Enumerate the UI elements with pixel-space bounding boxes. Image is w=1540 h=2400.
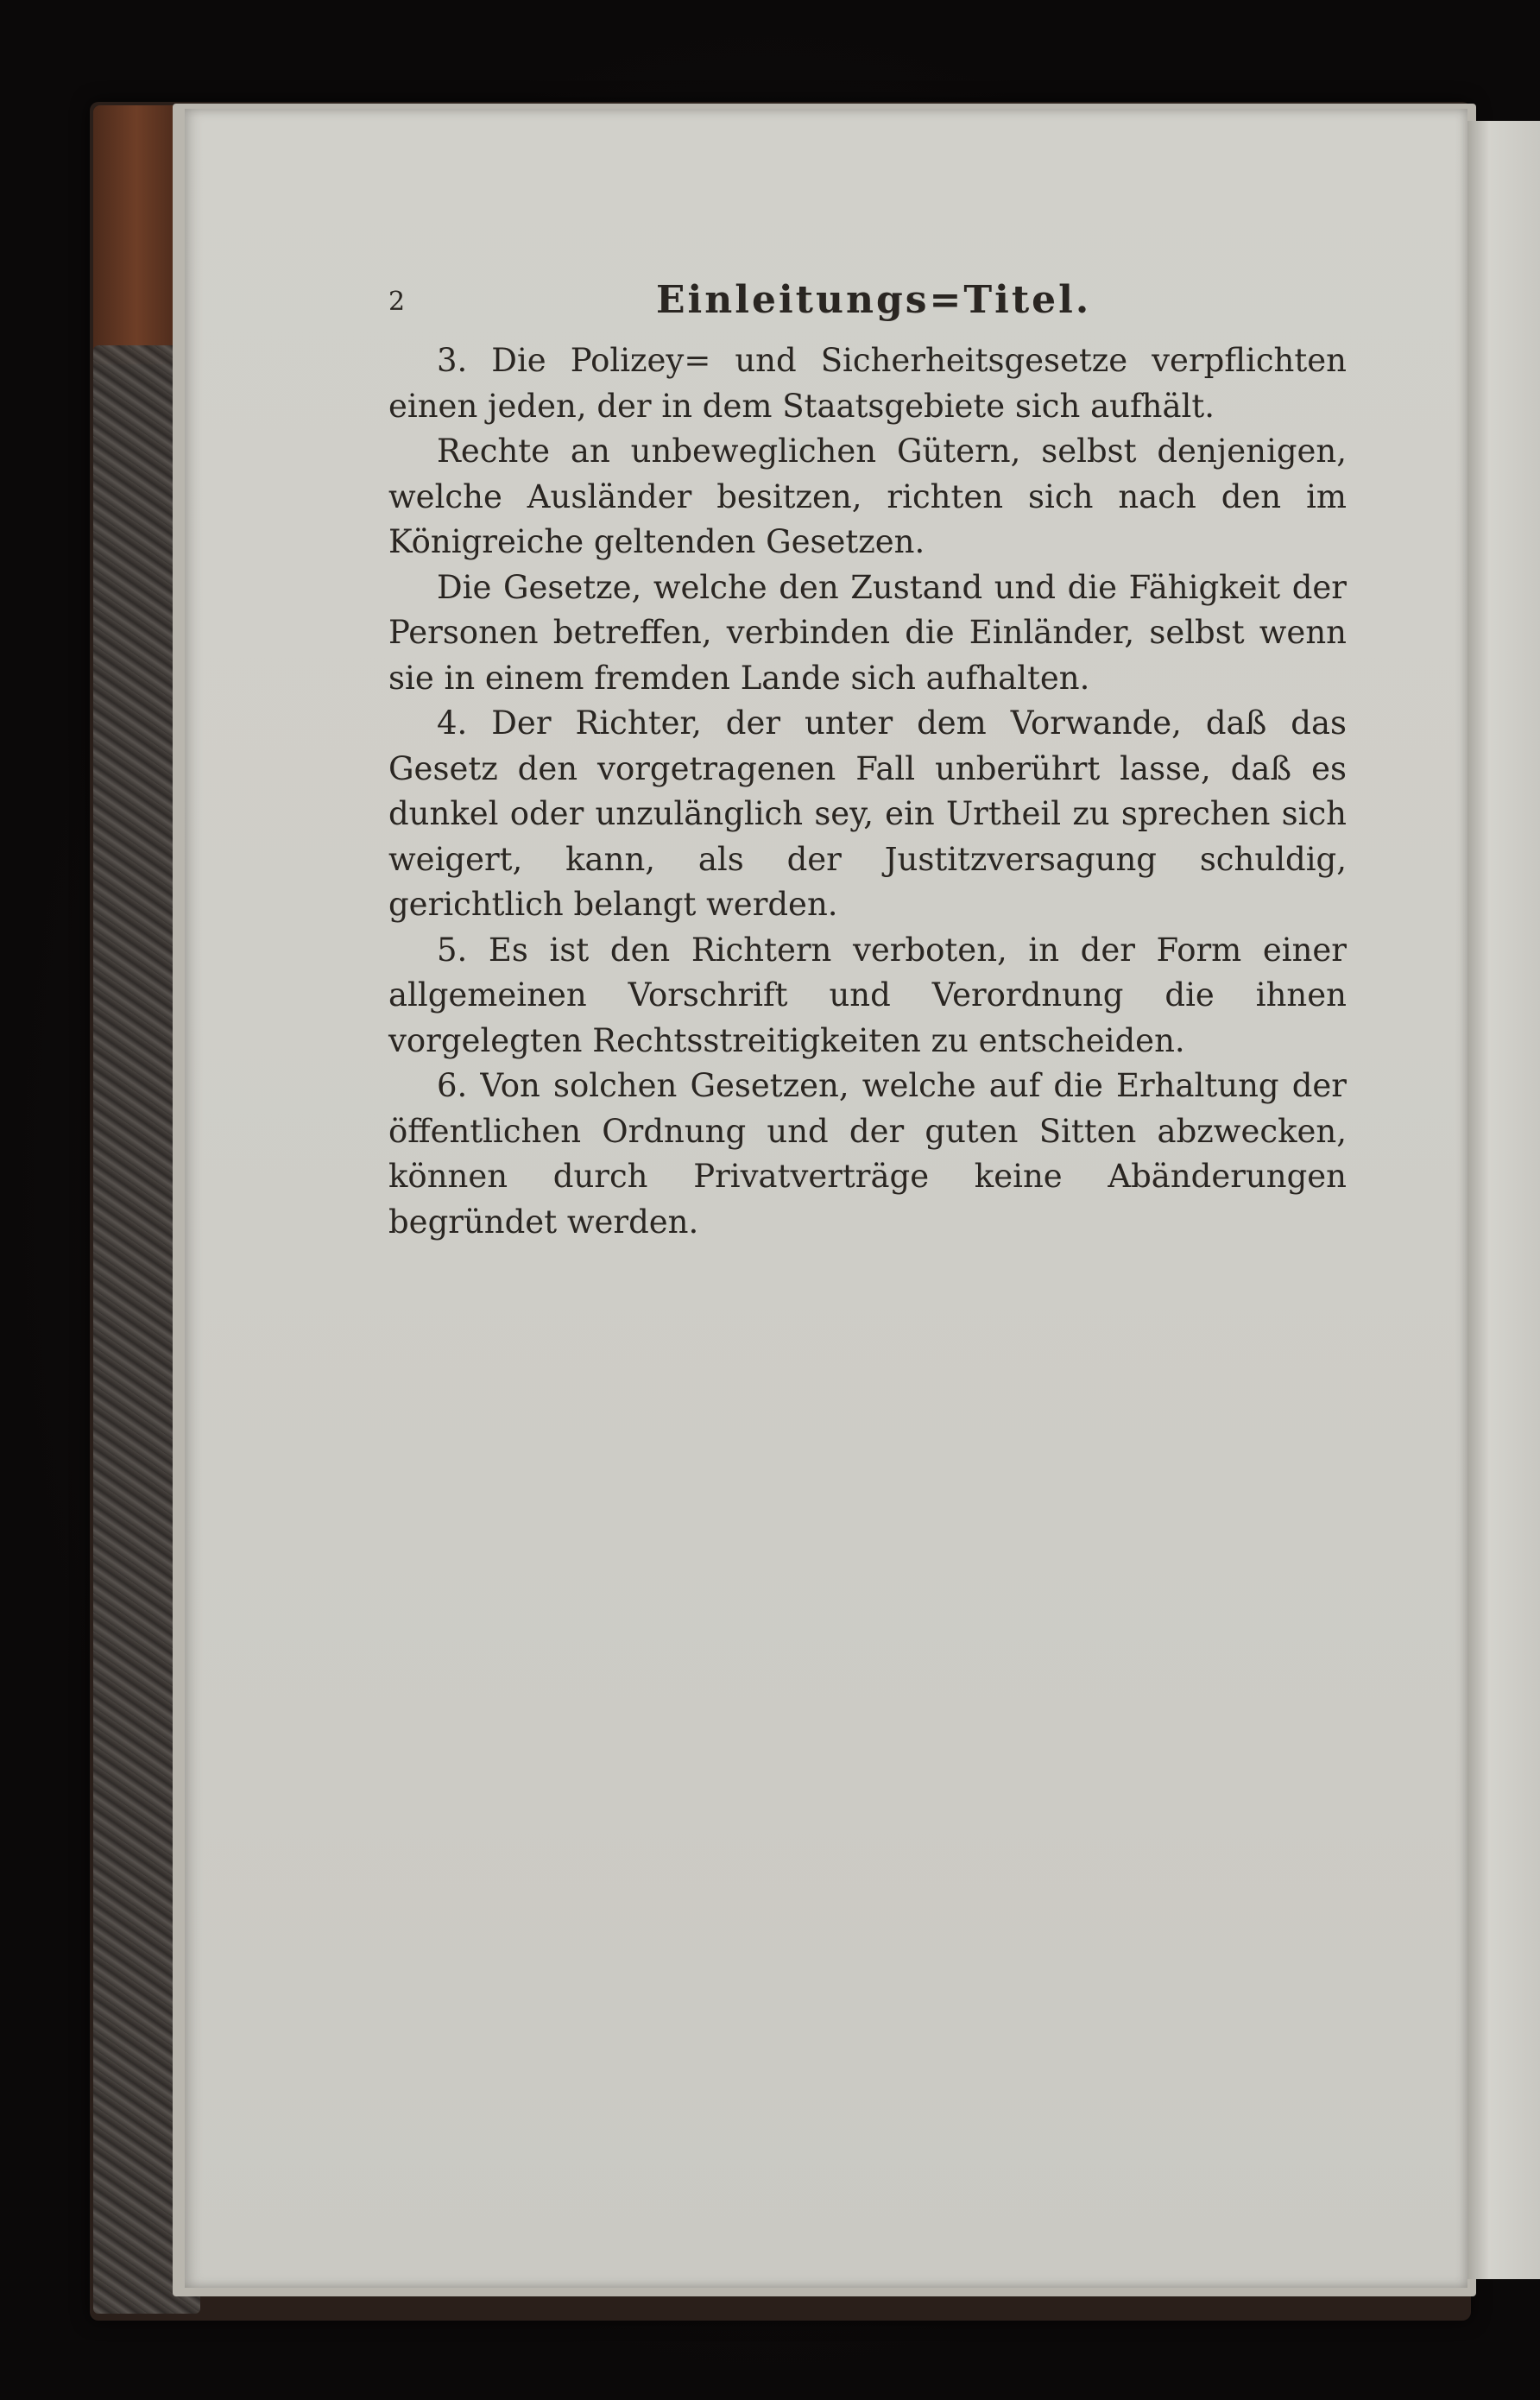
- paragraph-6: 6. Von solchen Gesetzen, welche auf die Erhaltung der öffentlichen Ordnung und der guten Sitten abzwecken, können durch Privatverträge keine Abänderungen begründet werden.: [388, 1067, 1347, 1241]
- paragraph-5: 5. Es ist den Richtern verboten, in der Form einer allgemeinen Vorschrift und Verordnung die ihnen vorgelegten Rechtsstreitigkeiten zu entscheiden.: [388, 931, 1347, 1059]
- paragraph-3: 3. Die Polizey= und Sicherheitsgesetze verpflichten einen jeden, der in dem Staatsgebiete sich aufhält.: [388, 342, 1347, 425]
- leather-spine: [93, 105, 180, 364]
- paragraph-gesetze: Die Gesetze, welche den Zustand und die Fähigkeit der Personen betreffen, verbinden die Einländer, selbst wenn sie in einem fremden Lande sich aufhalten.: [388, 568, 1347, 697]
- page-number: 2: [388, 287, 406, 317]
- paragraph-4: 4. Der Richter, der unter dem Vorwande, daß das Gesetz den vorgetragenen Fall unberührt lasse, daß es dunkel oder unzulänglich sey, ein Urtheil zu sprechen sich weigert, kann, als der Justitzversagung schuldig, gerichtlich belangt werden.: [388, 704, 1347, 923]
- page-header: [388, 275, 1347, 326]
- page-body: [388, 338, 1347, 1245]
- facing-page-edge: [1467, 121, 1540, 2279]
- running-title: Einleitungs=Titel.: [656, 278, 1092, 322]
- paragraph-rechte: Rechte an unbeweglichen Gütern, selbst denjenigen, welche Ausländer besitzen, richten sich nach den im Königreiche geltenden Gesetzen.: [388, 433, 1347, 560]
